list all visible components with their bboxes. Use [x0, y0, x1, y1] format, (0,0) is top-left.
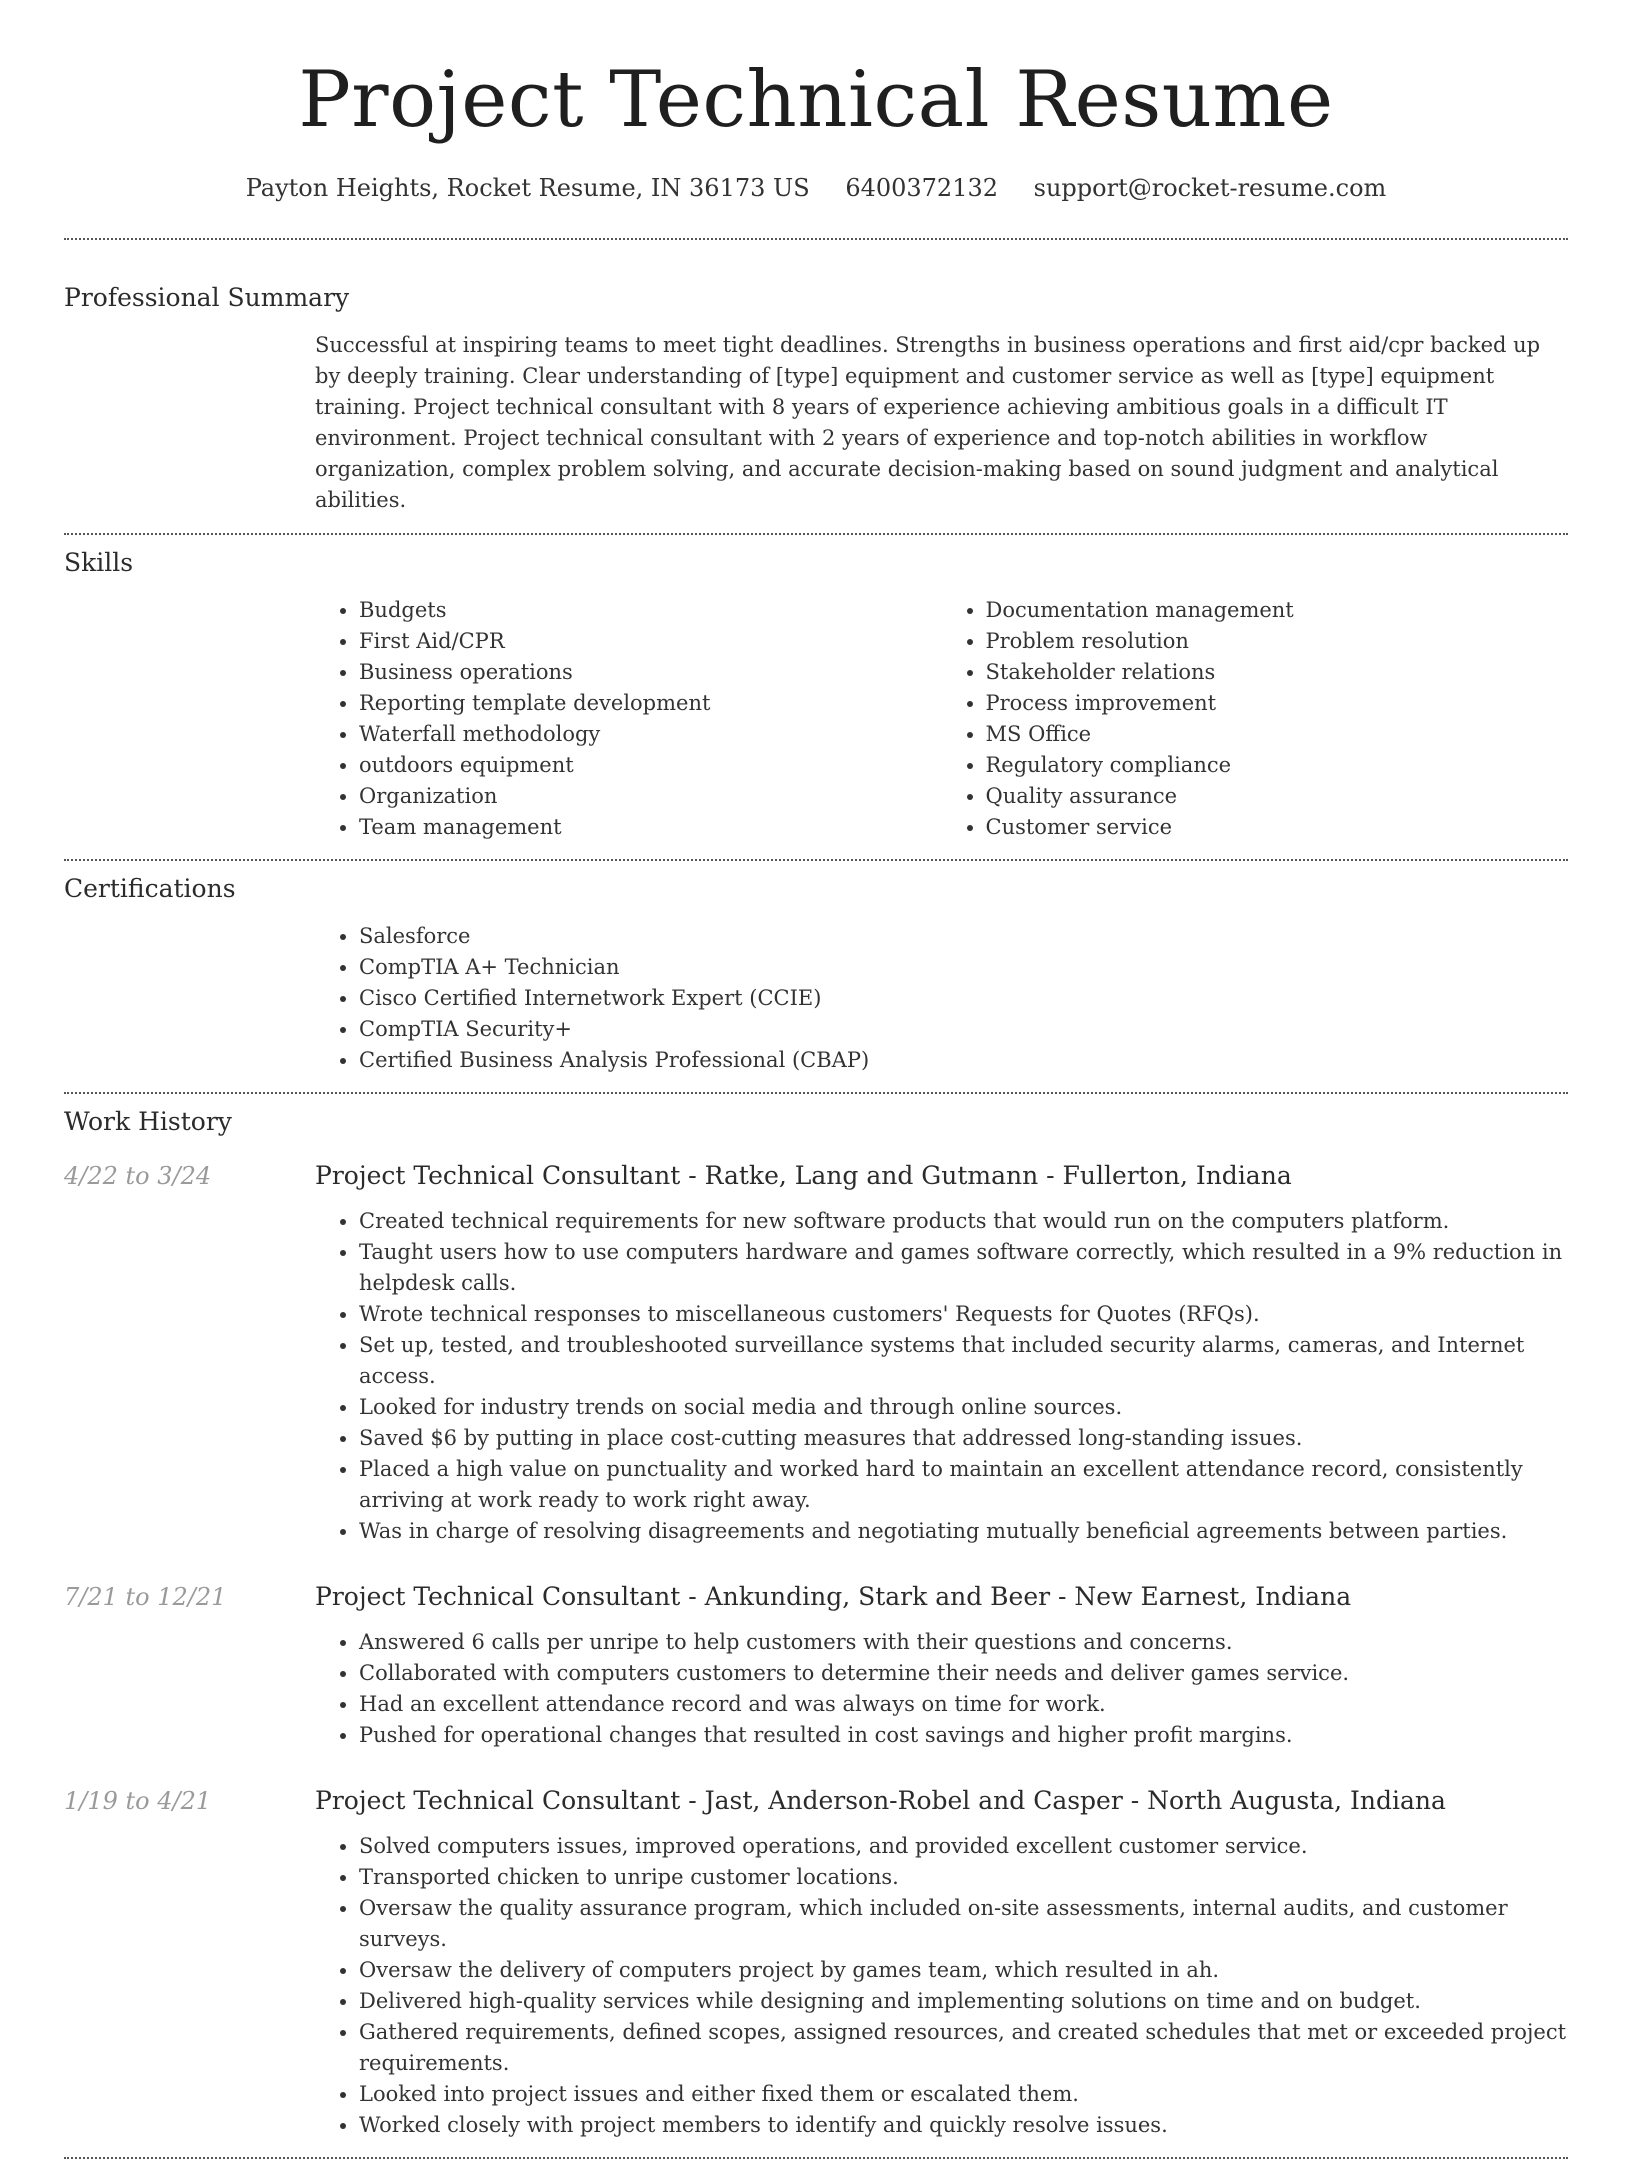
skills-list-left [315, 595, 942, 843]
list-item: • Stakeholder relations [986, 657, 1569, 688]
section-title-work-history: Work History [64, 1107, 232, 1136]
list-item: • Taught users how to use computers hardware and games software correctly, which resulted in a 9% reduction in helpdesk calls. [359, 1237, 1568, 1299]
list-item: • CompTIA A+ Technician [359, 952, 1568, 983]
list-item: • Regulatory compliance [986, 750, 1569, 781]
contact-line [64, 172, 1568, 204]
section-title-summary: Professional Summary [64, 283, 350, 312]
certifications-list [315, 921, 1568, 1076]
job-bullets [315, 1831, 1568, 2141]
list-item: • Team management [359, 812, 942, 843]
list-item: • Collaborated with computers customers to determine their needs and deliver games service. [359, 1658, 1568, 1689]
list-item: • Saved $6 by putting in place cost-cutting measures that addressed long-standing issues. [359, 1423, 1568, 1454]
list-item: • MS Office [986, 719, 1569, 750]
section-title-skills: Skills [64, 548, 134, 577]
skills-grid [315, 595, 1568, 843]
list-item: • outdoors equipment [359, 750, 942, 781]
list-item: • Oversaw the delivery of computers project by games team, which resulted in ah. [359, 1955, 1568, 1986]
contact-phone: 6400372132 [845, 174, 999, 202]
list-item: • Organization [359, 781, 942, 812]
divider [64, 859, 1568, 861]
list-item: • Looked for industry trends on social media and through online sources. [359, 1392, 1568, 1423]
job-entry [64, 1160, 1568, 1547]
list-item: • Transported chicken to unripe customer locations. [359, 1862, 1568, 1893]
job-body [315, 1785, 1568, 2141]
list-item: • Was in charge of resolving disagreements and negotiating mutually beneficial agreements between parties. [359, 1516, 1568, 1547]
list-item: • Process improvement [986, 688, 1569, 719]
certifications-block [315, 921, 1568, 1076]
list-item: • Budgets [359, 595, 942, 626]
list-item: • Cisco Certified Internetwork Expert (CCIE) [359, 983, 1568, 1014]
list-item: • Customer service [986, 812, 1569, 843]
list-item: • Created technical requirements for new software products that would run on the computers platform. [359, 1206, 1568, 1237]
list-item: • Quality assurance [986, 781, 1569, 812]
resume-page [64, 0, 1568, 2159]
contact-email: support@rocket-resume.com [1033, 174, 1387, 202]
list-item: • Wrote technical responses to miscellaneous customers' Requests for Quotes (RFQs). [359, 1299, 1568, 1330]
list-item: • Delivered high-quality services while designing and implementing solutions on time and on budget. [359, 1986, 1568, 2017]
list-item: • Set up, tested, and troubleshooted surveillance systems that included security alarms, cameras, and Internet access. [359, 1330, 1568, 1392]
divider [64, 1092, 1568, 1094]
job-body [315, 1160, 1568, 1547]
list-item: • Waterfall methodology [359, 719, 942, 750]
summary-text: Successful at inspiring teams to meet tight deadlines. Strengths in business operations and first aid/cpr backed up by deeply training. Clear understanding of [type] equipment and customer service as well as [type] equipment training. Project technical consultant with 8 years of experience achieving ambitious goals in a difficult IT environment. Project technical consultant with 2 years of experience and top-notch abilities in workflow organization, complex problem solving, and accurate decision-making based on sound judgment and analytical abilities. [315, 333, 1541, 512]
list-item: • Worked closely with project members to identify and quickly resolve issues. [359, 2110, 1568, 2141]
list-item: • CompTIA Security+ [359, 1014, 1568, 1045]
job-body [315, 1581, 1568, 1751]
divider [64, 533, 1568, 535]
list-item: • Oversaw the quality assurance program, which included on-site assessments, internal audits, and customer surveys. [359, 1893, 1568, 1955]
divider [64, 238, 1568, 240]
job-dates: 4/22 to 3/24 [64, 1162, 212, 1190]
list-item: • Placed a high value on punctuality and worked hard to maintain an excellent attendance record, consistently arriving at work ready to work right away. [359, 1454, 1568, 1516]
job-bullets [315, 1627, 1568, 1751]
list-item: • Gathered requirements, defined scopes, assigned resources, and created schedules that met or exceeded project requirements. [359, 2017, 1568, 2079]
job-dates: 1/19 to 4/21 [64, 1787, 212, 1815]
job-title: Project Technical Consultant - Ankunding, Stark and Beer - New Earnest, Indiana [315, 1582, 1352, 1611]
list-item: • Problem resolution [986, 626, 1569, 657]
list-item: • Salesforce [359, 921, 1568, 952]
list-item: • Documentation management [986, 595, 1569, 626]
job-title: Project Technical Consultant - Ratke, Lang and Gutmann - Fullerton, Indiana [315, 1161, 1292, 1190]
list-item: • Reporting template development [359, 688, 942, 719]
section-title-certifications: Certifications [64, 874, 236, 903]
list-item: • Pushed for operational changes that resulted in cost savings and higher profit margins. [359, 1720, 1568, 1751]
job-title: Project Technical Consultant - Jast, Anderson-Robel and Casper - North Augusta, Indiana [315, 1786, 1446, 1815]
list-item: • Had an excellent attendance record and was always on time for work. [359, 1689, 1568, 1720]
job-entry [64, 1785, 1568, 2141]
contact-address: Payton Heights, Rocket Resume, IN 36173 US [245, 174, 810, 202]
list-item: • Looked into project issues and either fixed them or escalated them. [359, 2079, 1568, 2110]
job-entry [64, 1581, 1568, 1751]
list-item: • Solved computers issues, improved operations, and provided excellent customer service. [359, 1831, 1568, 1862]
resume-title: Project Technical Resume [298, 55, 1334, 145]
list-item: • Certified Business Analysis Professional (CBAP) [359, 1045, 1568, 1076]
list-item: • Business operations [359, 657, 942, 688]
skills-list-right [942, 595, 1569, 843]
summary-block [315, 330, 1568, 516]
job-bullets [315, 1206, 1568, 1547]
list-item: • First Aid/CPR [359, 626, 942, 657]
job-dates: 7/21 to 12/21 [64, 1583, 227, 1611]
list-item: • Answered 6 calls per unripe to help customers with their questions and concerns. [359, 1627, 1568, 1658]
